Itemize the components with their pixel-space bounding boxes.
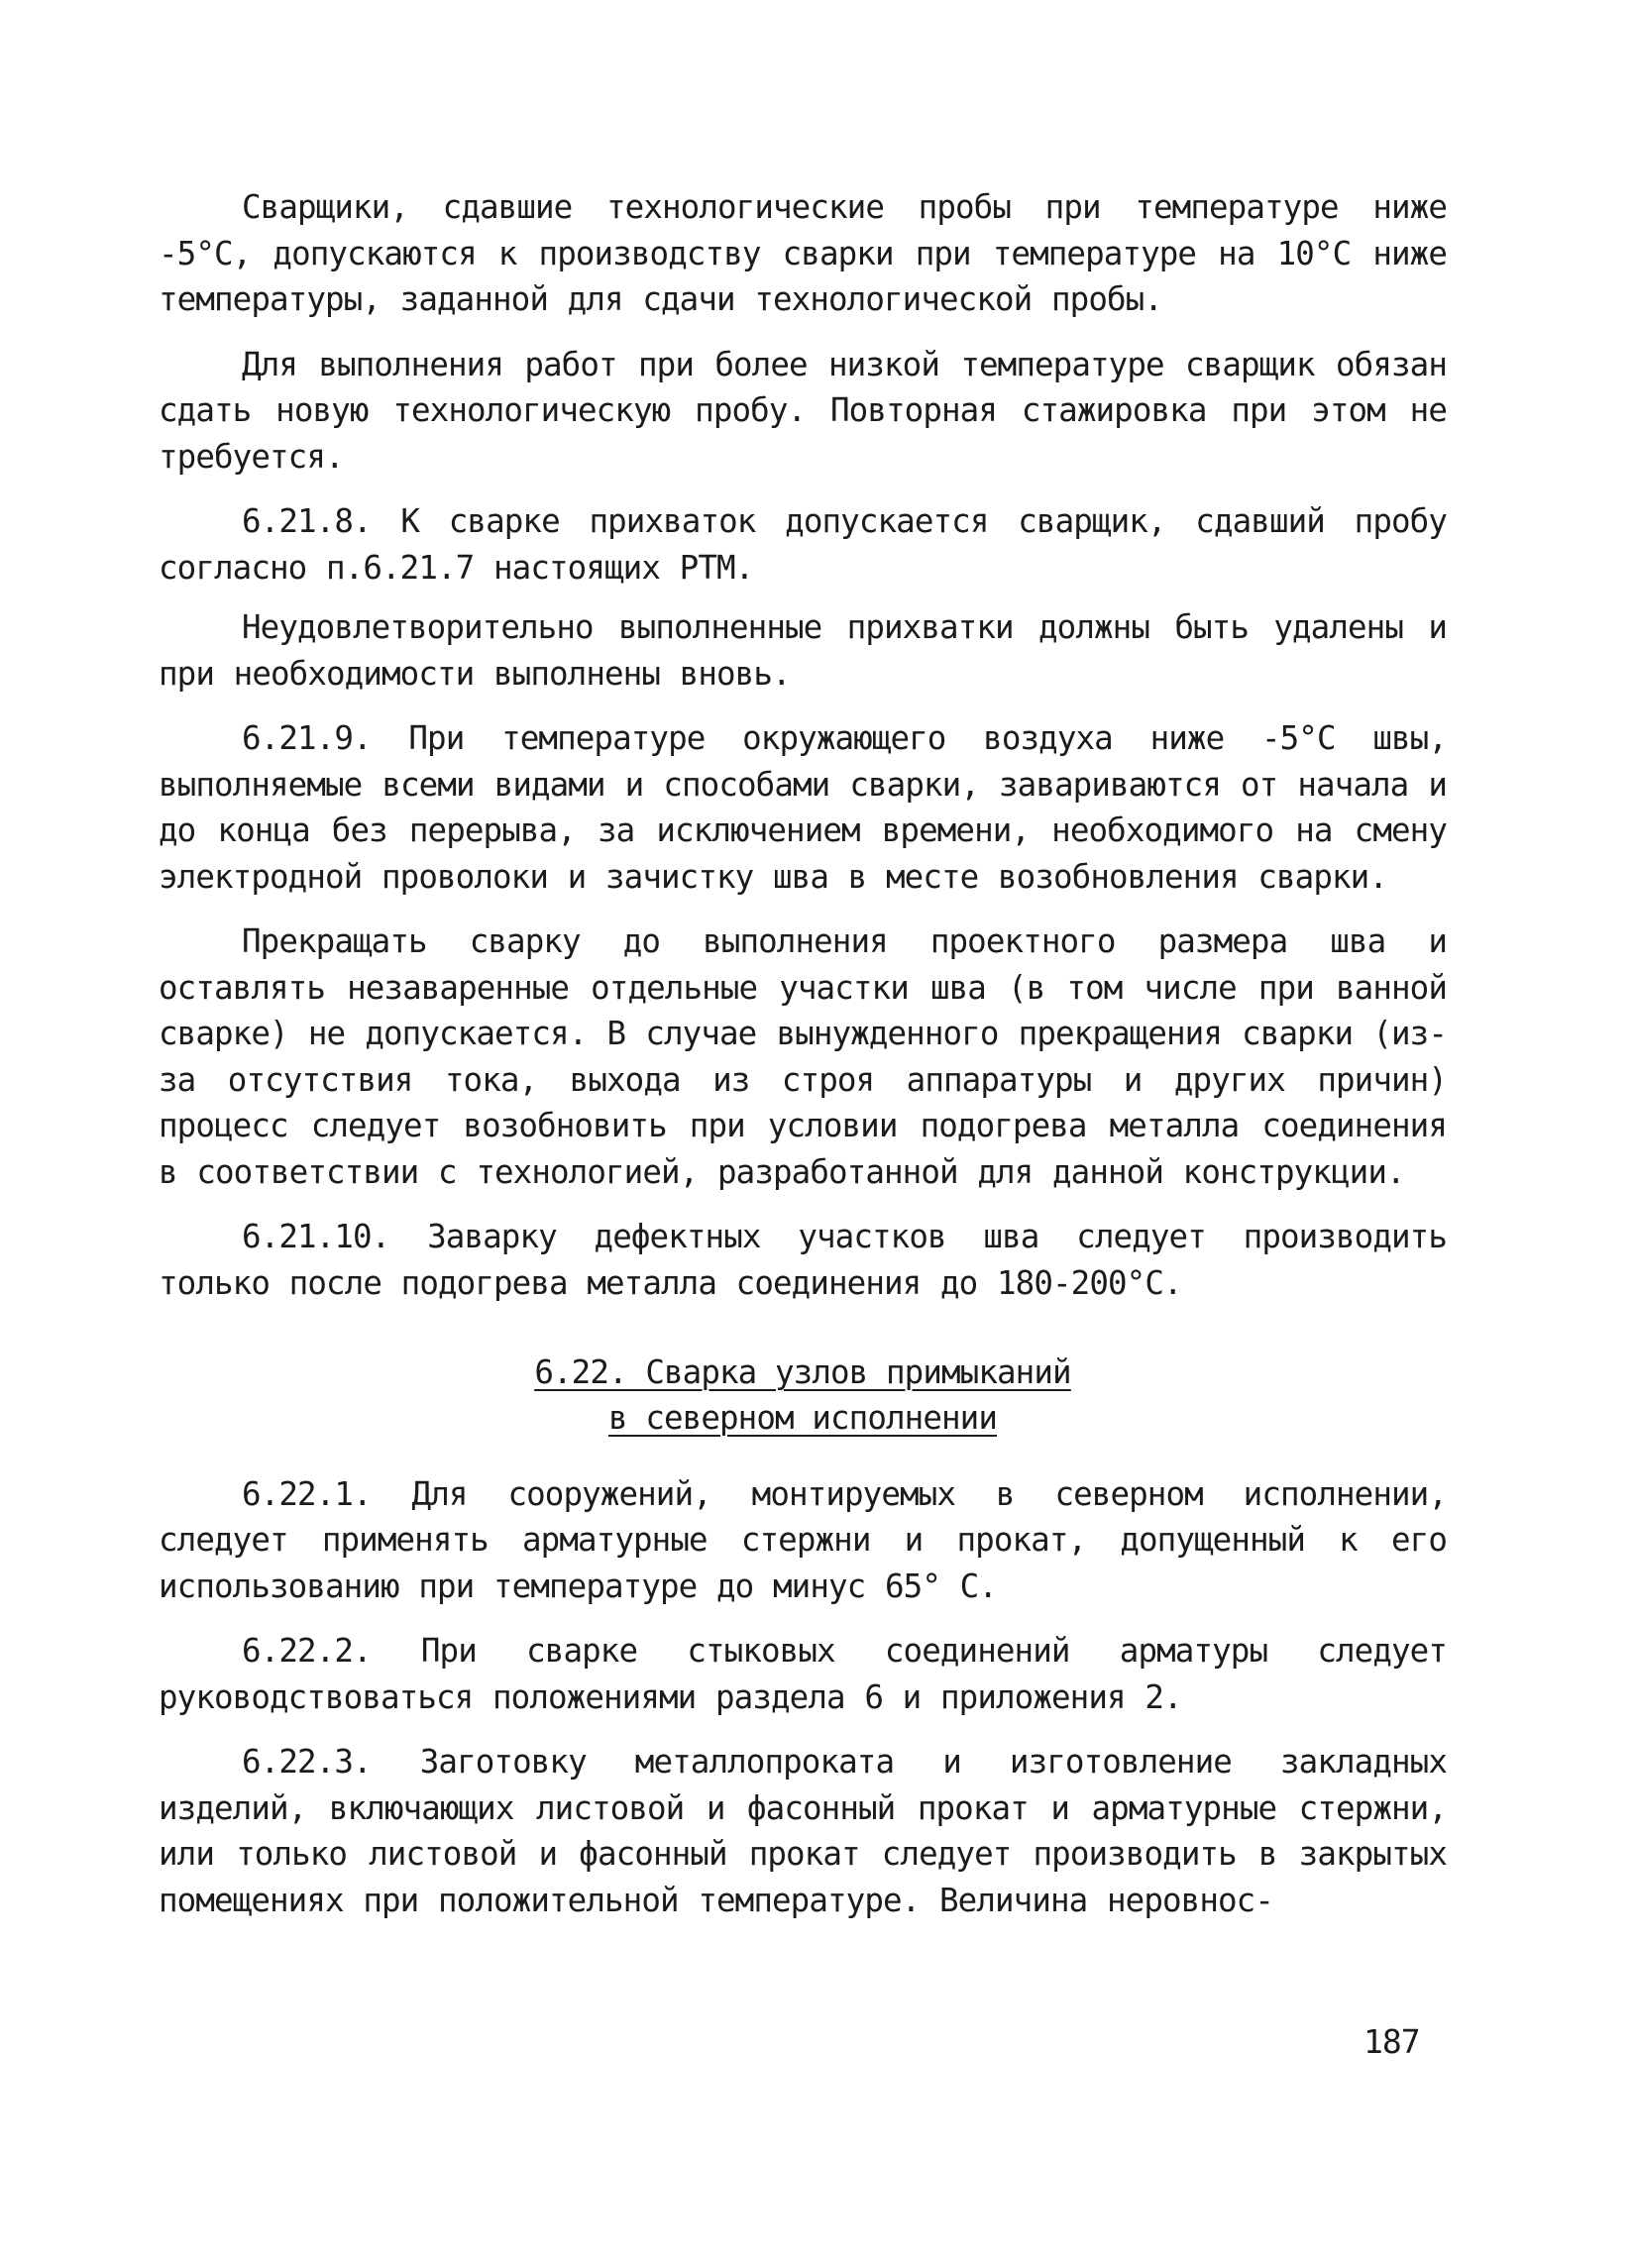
section-heading-line2: в северном исполнении [608,1399,997,1437]
paragraph: 6.21.9. При температуре окружающего воздуха ниже -5°С швы, выполняемые всеми видами и способами сварки, завариваются от начала и до конца без перерыва, за исключением времени, необходимого на смену электродной проволоки и зачистку шва в месте возобновления сварки. [159,719,1447,896]
paragraph: Для выполнения работ при более низкой температуре сварщик обязан сдать новую технологическую пробу. Повторная стажировка при этом не требуется. [159,345,1447,476]
paragraph: Прекращать сварку до выполнения проектного размера шва и оставлять незаваренные отдельные участки шва (в том числе при ванной сварке) не допускается. В случае вынужденного прекращения сварки (из-за отсутствия тока, выхода из строя аппаратуры и других причин) процесс следует возобновить при условии подогрева металла соединения в соответствии с технологией, разработанной для данной конструкции. [159,922,1447,1191]
paragraph: 6.22.2. При сварке стыковых соединений арматуры следует руководствоваться положениями раздела 6 и приложения 2. [159,1632,1447,1716]
paragraph: 6.22.3. Заготовку металлопроката и изготовление закладных изделий, включающих листовой и фасонный прокат и арматурные стержни, или только листовой и фасонный прокат следует производить в закрытых помещениях при положительной температуре. Величина неровнос- [159,1743,1447,1919]
paragraph: Сварщики, сдавшие технологические пробы при температуре ниже -5°С, допускаются к производству сварки при температуре на 10°С ниже температуры, заданной для сдачи технологической пробы. [159,188,1447,318]
paragraph: Неудовлетворительно выполненные прихватки должны быть удалены и при необходимости выполнены вновь. [159,608,1447,693]
section-heading [159,1350,1447,1442]
document-page [159,184,1447,1942]
paragraph: 6.22.1. Для сооружений, монтируемых в северном исполнении, следует применять арматурные стержни и прокат, допущенный к его использованию при температуре до минус 65° С. [159,1474,1447,1605]
paragraph: 6.21.10. Заварку дефектных участков шва следует производить только после подогрева металла соединения до 180-200°С. [159,1218,1447,1302]
section-heading-line1: 6.22. Сварка узлов примыканий [534,1353,1071,1391]
section-heading-wrap [534,1350,1070,1441]
page-number: 187 [1363,2022,1420,2061]
paragraph: 6.21.8. К сварке прихваток допускается сварщик, сдавший пробу согласно п.6.21.7 настоящих РТМ. [159,502,1447,587]
